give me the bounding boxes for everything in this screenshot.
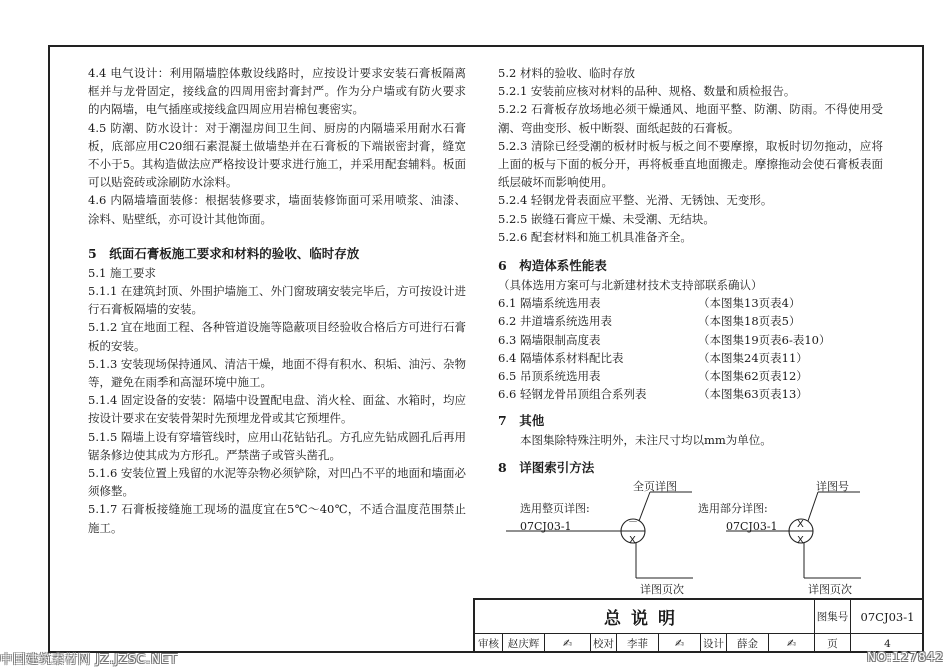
designer-name: 薛金 [727, 634, 769, 653]
para-5-1-5: 5.1.5 隔墙上设有穿墙管线时，应用山花钻钻孔。方孔应先钻成圆孔后再用锯条修边使其成为方形孔。严禁凿子或管头凿孔。 [88, 429, 466, 462]
page-label: 页 [815, 634, 851, 653]
title-block [473, 598, 924, 653]
partial-x-bottom: X [797, 534, 804, 546]
para-5-1-2: 5.1.2 宜在地面工程、各种管道设施等隐蔽项目经验收合格后方可进行石膏板的安装。 [88, 320, 466, 353]
para-5-1: 5.1 施工要求 [88, 265, 156, 280]
para-4-4: 4.4 电气设计：利用隔墙腔体敷设线路时，应按设计要求安装石膏板隔离框并与龙骨固定，接线盒的四周用密封膏封严。作为分户墙或有防火要求的内隔墙，电气插座或接线盒四周应用岩棉包裹密实。 [88, 66, 466, 117]
para-5-2: 5.2 材料的验收、临时存放 [498, 66, 635, 80]
section-6-subheading: （具体选用方案可与北新建材技术支持部联系确认） [498, 278, 763, 293]
para-5-1-7: 5.1.7 石膏板接缝施工现场的温度宜在5℃～40℃，不适合温度范围禁止施工。 [88, 502, 466, 535]
design-label: 设计 [701, 634, 727, 653]
designer-signature: ✍ [769, 634, 815, 653]
partial-code: 07CJ03-1 [726, 519, 778, 533]
checker-signature: ✍ [659, 634, 701, 653]
page-number: 4 [884, 637, 891, 650]
table-row-label: 6.4 隔墙体系材料配比表 [498, 350, 624, 365]
table-row-ref: （本图集63页表13） [698, 387, 808, 402]
para-5-2-4: 5.2.4 轻钢龙骨表面应平整、光滑、无锈蚀、无变形。 [498, 193, 773, 208]
para-5-2-5: 5.2.5 嵌缝石膏应干燥、未受潮、无结块。 [498, 211, 715, 226]
atlas-number-label: 图集号 [815, 600, 851, 634]
table-row [498, 331, 883, 349]
whole-page-bottom-label: 详图页次 [640, 582, 684, 596]
right-column [498, 64, 883, 598]
table-row-ref: （本图集24页表11） [698, 350, 808, 365]
check-label: 校对 [591, 634, 617, 653]
whole-page-code: 07CJ03-1 [520, 519, 572, 533]
watermark-right: NO:127842 [866, 650, 944, 664]
para-5-1-3: 5.1.3 安装现场保持通风、清洁干燥，地面不得有积水、积垢、油污、杂物等，避免在雨季和高湿环境中施工。 [88, 356, 466, 390]
table-row [498, 294, 883, 312]
table-row-ref: （本图集19页表6-表10） [698, 332, 831, 347]
system-table [498, 294, 883, 403]
review-label: 审核 [475, 634, 503, 653]
para-5-1-6: 5.1.6 安装位置上残留的水泥等杂物必须铲除，对凹凸不平的地面和墙面必须修整。 [88, 466, 466, 499]
table-row [498, 385, 883, 403]
para-5-2-2: 5.2.2 石膏板存放场地必须干燥通风、地面平整、防潮、防雨。不得使用受潮、弯曲变形、板中断裂、面纸起鼓的石膏板。 [498, 102, 883, 135]
table-row-label: 6.5 吊顶系统选用表 [498, 369, 601, 384]
signature-row [475, 634, 924, 653]
reviewer-signature: ✍ [545, 634, 591, 653]
atlas-number: 07CJ03-1 [851, 600, 924, 634]
table-row-label: 6.2 井道墙系统选用表 [498, 314, 612, 329]
left-column [88, 64, 466, 537]
table-row [498, 349, 883, 367]
table-row [498, 312, 883, 330]
para-5-1-4: 5.1.4 固定设备的安装：隔墙中设置配电盘、消火栓、面盆、水箱时，均应按设计要求在安装骨架时先预埋龙骨或其它预埋件。 [88, 393, 466, 426]
table-row-ref: （本图集62页表12） [698, 369, 808, 384]
table-row [498, 367, 883, 385]
section-8-heading: 8 详图索引方法 [498, 459, 595, 475]
partial-top-label: 详图号 [816, 479, 849, 493]
table-row-label: 6.1 隔墙系统选用表 [498, 296, 601, 311]
partial-label: 选用部分详图: [698, 501, 768, 515]
para-5-2-6: 5.2.6 配套材料和施工机具准备齐全。 [498, 229, 692, 244]
para-4-5: 4.5 防潮、防水设计：对于潮湿房间卫生间、厨房的内隔墙采用耐水石膏板，底部应用C20细石素混凝土做墙垫并在石膏板的下端嵌密封膏，缝宽不小于5。其构造做法应严格按设计要求进行施工，并采用配套辅料。板面可以贴瓷砖或涂刷防水涂料。 [88, 120, 466, 190]
checker-name: 李菲 [617, 634, 659, 653]
reviewer-name: 赵庆辉 [503, 634, 545, 653]
table-row-label: 6.6 轻钢龙骨吊顶组合系列表 [498, 387, 647, 402]
whole-page-label: 选用整页详图: [520, 501, 590, 515]
partial-x-top: X [797, 518, 804, 530]
section-7-heading: 7 其他 [498, 413, 545, 429]
table-row-ref: （本图集18页表5） [698, 314, 801, 329]
para-7: 本图集除特殊注明外，未注尺寸均以mm为单位。 [520, 433, 772, 448]
whole-page-dash: － [628, 516, 638, 528]
para-5-1-1: 5.1.1 在建筑封顶、外围护墙施工、外门窗玻璃安装完毕后，方可按设计进行石膏板隔墙的安装。 [88, 284, 466, 317]
detail-index-diagrams [498, 478, 883, 598]
sheet-title: 总说明 [475, 600, 815, 634]
para-4-6: 4.6 内隔墙墙面装修：根据装修要求，墙面装修饰面可采用喷浆、油漆、涂料、贴壁纸，亦可设计其他饰面。 [88, 193, 466, 226]
watermark-left: 中国建筑素材网 JZ.JZSC.NET [0, 652, 178, 666]
table-row-label: 6.3 隔墙限制高度表 [498, 332, 601, 347]
whole-page-x: X [629, 534, 636, 546]
whole-page-top-label: 全页详图 [633, 479, 677, 493]
section-6-heading: 6 构造体系性能表 [498, 258, 607, 274]
table-row-ref: （本图集13页表4） [698, 296, 801, 311]
section-5-heading: 5 纸面石膏板施工要求和材料的验收、临时存放 [88, 245, 360, 261]
partial-bottom-label: 详图页次 [808, 582, 852, 596]
para-5-2-1: 5.2.1 安装前应核对材料的品种、规格、数量和质检报告。 [498, 84, 796, 99]
para-5-2-3: 5.2.3 清除已经受潮的板材时板与板之间不要摩擦，取板时切勿拖动，应将上面的板与下面的板分开，再将板垂直地面搬走。摩擦拖动会使石膏板表面纸层破坏而影响使用。 [498, 138, 883, 190]
